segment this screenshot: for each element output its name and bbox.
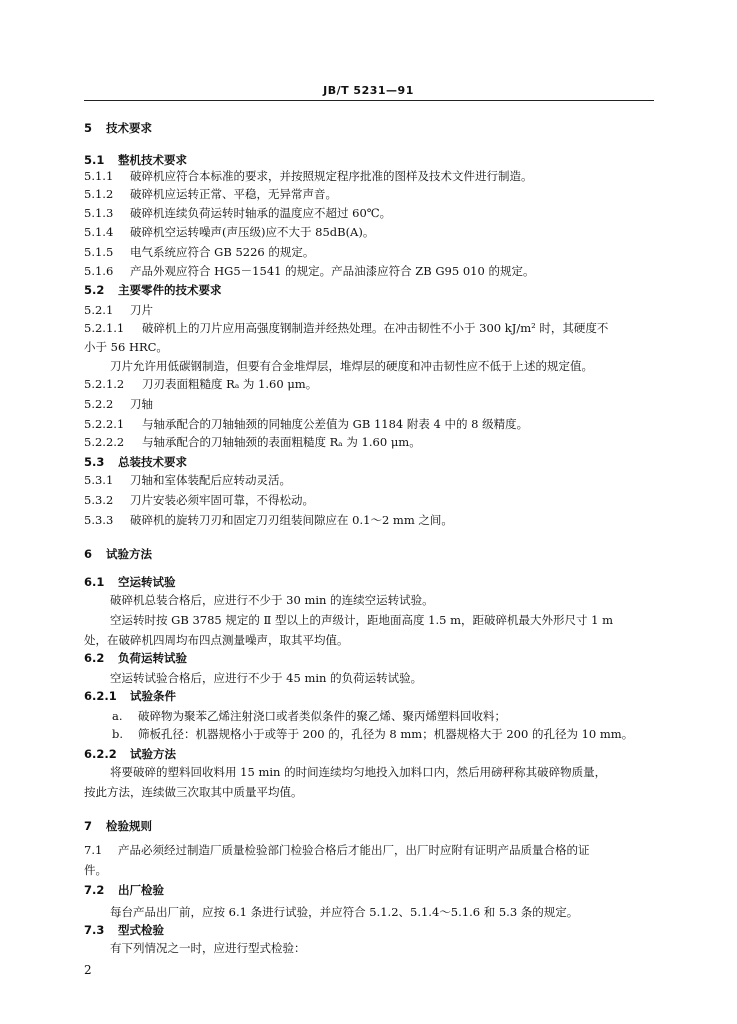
clause-text: 破碎机空运转噪声(声压级)应不大于 85dB(A)。: [130, 225, 375, 239]
body-line: [84, 882, 164, 898]
clause-text: 按此方法，连续做三次取其中质量平均值。: [84, 785, 303, 799]
document-header-code: JB/T 5231—91: [323, 84, 414, 97]
clause-text: 试验条件: [130, 689, 176, 703]
body-line: [84, 784, 303, 800]
clause-number: 5.3: [84, 455, 105, 469]
clause-number: 5.2.1: [84, 303, 114, 317]
body-line: [84, 205, 391, 221]
body-line: [84, 302, 153, 318]
clause-number: 5.2.1.2: [84, 377, 125, 391]
clause-text: 产品外观应符合 HG5－1541 的规定。产品油漆应符合 ZB G95 010 的规定。: [130, 264, 535, 278]
clause-text: 刀片允许用低碳钢制造，但要有合金堆焊层，堆焊层的硬度和冲击韧性应不低于上述的规定值。: [110, 359, 593, 373]
body-line: [84, 492, 314, 508]
clause-text: 负荷运转试验: [118, 651, 187, 665]
clause-text: 与轴承配合的刀轴轴颈的同轴度公差值为 GB 1184 附表 4 中的 8 级精度。: [142, 417, 529, 431]
body-line: [84, 862, 107, 878]
clause-text: 刀片: [130, 303, 153, 317]
clause-text: 破碎机上的刀片应用高强度钢制造并经热处理。在冲击韧性不小于 300 kJ/m² 时，其硬度不: [142, 321, 609, 335]
body-line: [110, 670, 422, 686]
body-line: [84, 224, 374, 240]
clause-text: 处，在破碎机四周均布四点测量噪声，取其平均值。: [84, 633, 349, 647]
clause-text: 筛板孔径：机器规格小于或等于 200 的，孔径为 8 mm；机器规格大于 200 的孔径为 10 mm。: [138, 727, 634, 741]
header-rule: [84, 100, 654, 101]
body-line: [84, 416, 528, 432]
page-number: 2: [84, 963, 92, 977]
body-line: [112, 708, 506, 724]
clause-text: 空运转试验: [118, 575, 176, 589]
clause-number: 5: [84, 121, 93, 135]
body-line: [84, 120, 152, 136]
body-line: [84, 922, 164, 938]
clause-text: 刀轴: [130, 397, 153, 411]
body-line: [110, 764, 606, 780]
clause-number: 7: [84, 819, 93, 833]
clause-text: 空运转时按 GB 3785 规定的 Ⅱ 型以上的声级计，距地面高度 1.5 m，距破碎机最大外形尺寸 1 m: [110, 613, 614, 627]
clause-number: 6.2.2: [84, 747, 117, 761]
clause-number: 5.2: [84, 283, 105, 297]
clause-number: 7.2: [84, 883, 105, 897]
clause-text: 产品必须经过制造厂质量检验部门检验合格后才能出厂，出厂时应附有证明产品质量合格的证: [118, 843, 590, 857]
clause-number: 5.2.2: [84, 397, 114, 411]
body-line: [84, 650, 187, 666]
clause-number: 7.3: [84, 923, 105, 937]
clause-number: 5.1.5: [84, 245, 114, 259]
clause-number: 5.2.1.1: [84, 321, 125, 335]
clause-number: 7.1: [84, 843, 103, 857]
clause-text: 整机技术要求: [118, 153, 187, 167]
clause-text: 小于 56 HRC。: [84, 340, 168, 354]
clause-number: 5.1.3: [84, 206, 114, 220]
body-line: [84, 244, 314, 260]
clause-text: 刀片安装必须牢固可靠，不得松动。: [130, 493, 314, 507]
clause-text: 破碎机应运转正常、平稳，无异常声音。: [130, 187, 337, 201]
body-line: [84, 546, 152, 562]
body-line: [84, 472, 291, 488]
body-line: [110, 612, 613, 628]
body-line: [84, 339, 168, 355]
clause-number: 5.2.2.1: [84, 417, 125, 431]
clause-text: 破碎机连续负荷运转时轴承的温度应不超过 60℃。: [130, 206, 392, 220]
clause-number: 5.2.2.2: [84, 435, 125, 449]
clause-text: 刀轴和室体装配后应转动灵活。: [130, 473, 291, 487]
body-line: [110, 940, 306, 956]
clause-number: 6.2.1: [84, 689, 117, 703]
body-line: [84, 512, 453, 528]
clause-number: b.: [112, 727, 124, 741]
clause-number: 5.1: [84, 153, 105, 167]
body-line: [110, 904, 578, 920]
body-line: [110, 358, 593, 374]
clause-text: 破碎机总装合格后，应进行不少于 30 min 的连续空运转试验。: [110, 593, 434, 607]
clause-text: 试验方法: [130, 747, 176, 761]
clause-text: 试验方法: [106, 547, 152, 561]
clause-text: 出厂检验: [118, 883, 164, 897]
clause-text: 型式检验: [118, 923, 164, 937]
clause-text: 技术要求: [106, 121, 152, 135]
clause-number: 5.3.3: [84, 513, 114, 527]
clause-number: a.: [112, 709, 123, 723]
clause-number: 5.1.6: [84, 264, 114, 278]
clause-number: 6.1: [84, 575, 105, 589]
body-line: [84, 632, 349, 648]
clause-number: 5.1.4: [84, 225, 114, 239]
body-line: [84, 454, 187, 470]
body-line: [84, 376, 317, 392]
clause-text: 有下列情况之一时，应进行型式检验：: [110, 941, 306, 955]
clause-text: 件。: [84, 863, 107, 877]
body-line: [84, 688, 176, 704]
body-line: [112, 726, 633, 742]
clause-text: 检验规则: [106, 819, 152, 833]
clause-text: 与轴承配合的刀轴轴颈的表面粗糙度 Rₐ 为 1.60 μm。: [142, 435, 421, 449]
clause-text: 每台产品出厂前，应按 6.1 条进行试验，并应符合 5.1.2、5.1.4～5.1.6 和 5.3 条的规定。: [110, 905, 579, 919]
clause-text: 破碎物为聚苯乙烯注射浇口或者类似条件的聚乙烯、聚丙烯塑料回收料；: [138, 709, 506, 723]
body-line: [84, 434, 421, 450]
clause-text: 刀刃表面粗糙度 Rₐ 为 1.60 μm。: [142, 377, 318, 391]
clause-text: 破碎机应符合本标准的要求，并按照规定程序批准的图样及技术文件进行制造。: [130, 169, 533, 183]
body-line: [84, 746, 176, 762]
body-line: [84, 396, 153, 412]
clause-text: 主要零件的技术要求: [118, 283, 222, 297]
body-line: [84, 263, 534, 279]
clause-number: 5.1.1: [84, 169, 114, 183]
body-line: [84, 168, 533, 184]
clause-text: 空运转试验合格后，应进行不少于 45 min 的负荷运转试验。: [110, 671, 423, 685]
body-line: [84, 574, 176, 590]
body-line: [110, 592, 434, 608]
clause-number: 6.2: [84, 651, 105, 665]
clause-number: 6: [84, 547, 93, 561]
body-line: [84, 320, 608, 336]
clause-number: 5.3.1: [84, 473, 114, 487]
clause-text: 电气系统应符合 GB 5226 的规定。: [130, 245, 315, 259]
clause-text: 总装技术要求: [118, 455, 187, 469]
body-line: [84, 842, 590, 858]
clause-number: 5.3.2: [84, 493, 114, 507]
body-line: [84, 282, 222, 298]
clause-text: 破碎机的旋转刀刃和固定刀刃组装间隙应在 0.1～2 mm 之间。: [130, 513, 453, 527]
clause-text: 将要破碎的塑料回收料用 15 min 的时间连续均匀地投入加料口内，然后用磅秤称其破碎物质量，: [110, 765, 607, 779]
body-line: [84, 152, 187, 168]
body-line: [84, 186, 337, 202]
body-line: [84, 818, 152, 834]
clause-number: 5.1.2: [84, 187, 114, 201]
